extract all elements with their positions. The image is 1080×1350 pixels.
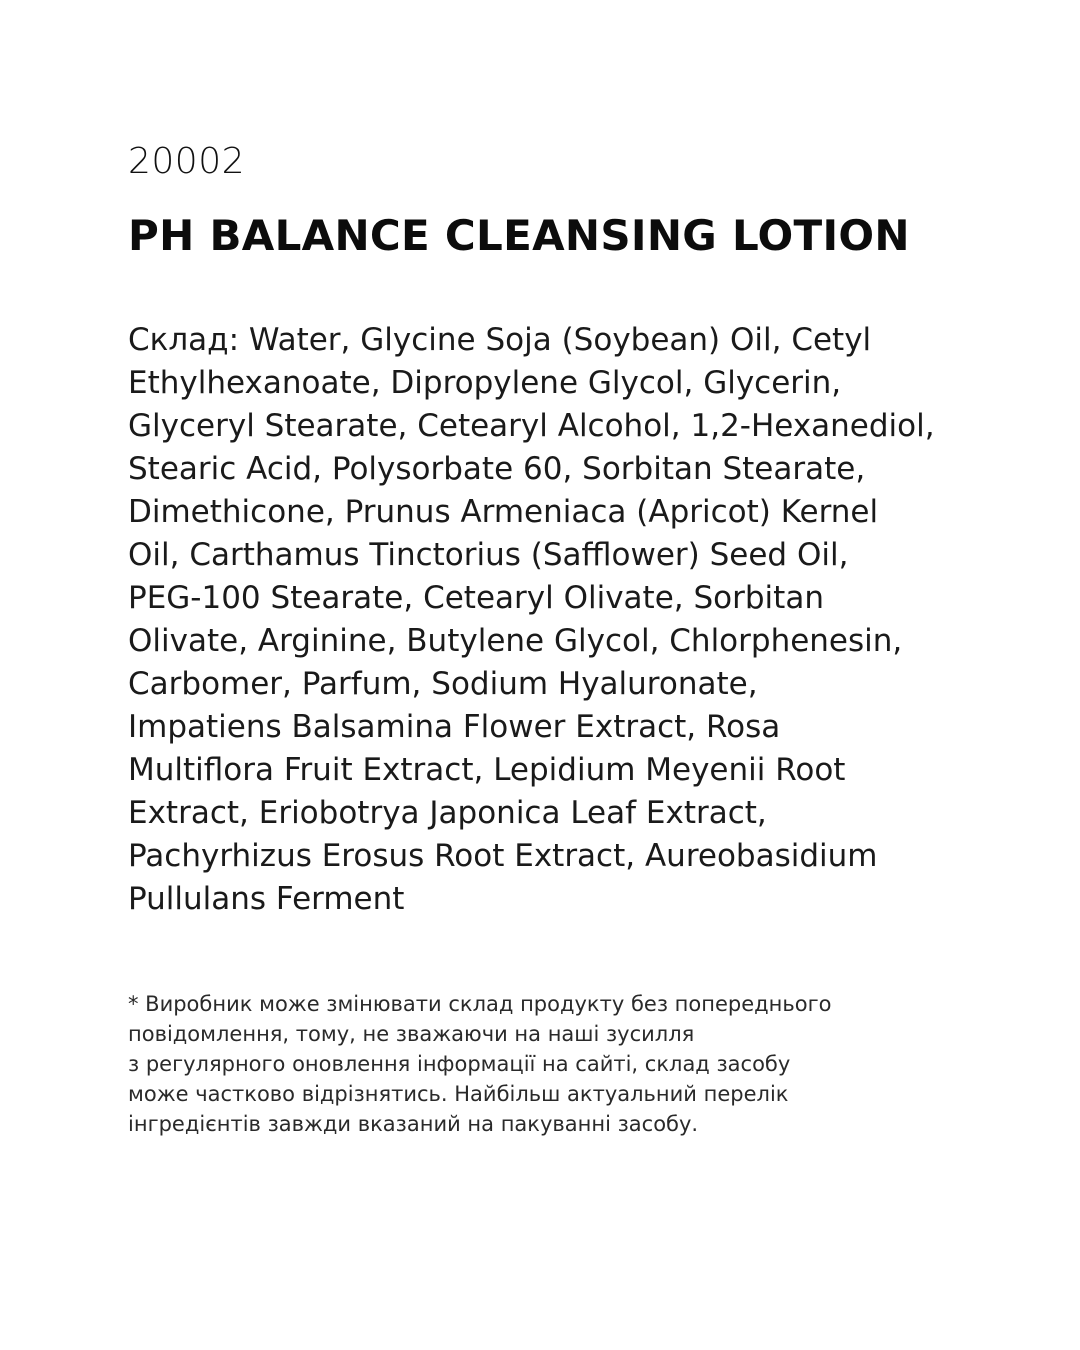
product-composition-card (128, 0, 998, 1350)
ingredients-list (128, 319, 988, 921)
disclaimer-line: з регулярного оновлення інформації на сайті, склад засобу (128, 1052, 791, 1076)
ingredients-line: Extract, Eriobotrya Japonica Leaf Extract, (128, 795, 767, 831)
ingredients-line: Ethylhexanoate, Dipropylene Glycol, Glycerin, (128, 365, 842, 401)
disclaimer-note (128, 989, 988, 1139)
ingredients-line: Dimethicone, Prunus Armeniaca (Apricot) Kernel (128, 494, 879, 530)
ingredients-line: Oil, Carthamus Tinctorius (Safflower) Seed Oil, (128, 537, 849, 573)
ingredients-line: Stearic Acid, Polysorbate 60, Sorbitan Stearate, (128, 451, 866, 487)
ingredients-line: PEG-100 Stearate, Cetearyl Olivate, Sorbitan (128, 580, 824, 616)
disclaimer-line: повідомлення, тому, не зважаючи на наші зусилля (128, 1022, 695, 1046)
ingredients-line: Olivate, Arginine, Butylene Glycol, Chlorphenesin, (128, 623, 903, 659)
product-code: 20002 (128, 141, 246, 182)
ingredients-line: Pachyrhizus Erosus Root Extract, Aureobasidium (128, 838, 878, 874)
disclaimer-line: * Виробник може змінювати склад продукту без попереднього (128, 992, 832, 1016)
ingredients-line: Impatiens Balsamina Flower Extract, Rosa (128, 709, 781, 745)
product-title: PH BALANCE CLEANSING LOTION (128, 211, 910, 260)
ingredients-line: Carbomer, Parfum, Sodium Hyaluronate, (128, 666, 758, 702)
ingredients-line: Multiflora Fruit Extract, Lepidium Meyenii Root (128, 752, 846, 788)
disclaimer-line: інгредієнтів завжди вказаний на пакуванні засобу. (128, 1112, 699, 1136)
disclaimer-line: може частково відрізнятись. Найбільш актуальний перелік (128, 1082, 789, 1106)
ingredients-line: Pullulans Ferment (128, 881, 405, 917)
ingredients-line: Glyceryl Stearate, Cetearyl Alcohol, 1,2-Hexanediol, (128, 408, 935, 444)
ingredients-line: Склад: Water, Glycine Soja (Soybean) Oil, Cetyl (128, 322, 872, 358)
